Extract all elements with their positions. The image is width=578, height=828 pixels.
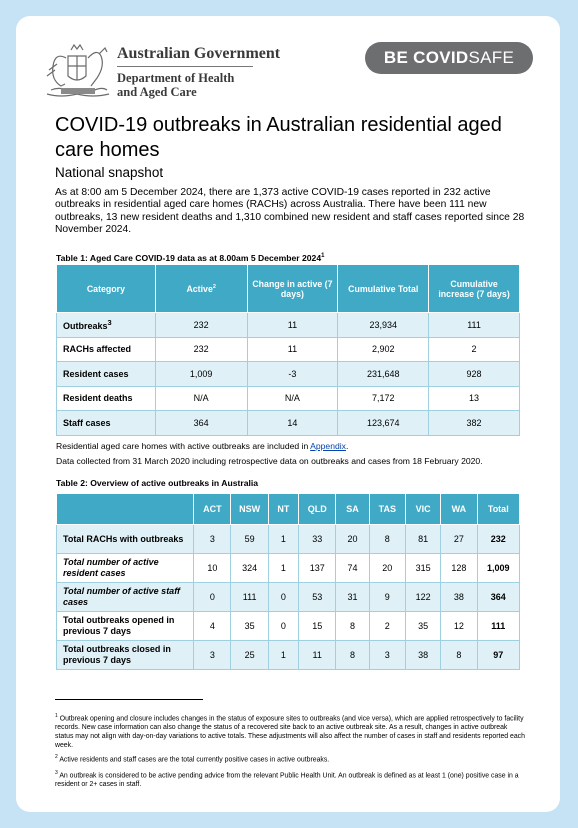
- cell-sa: 8: [336, 612, 369, 641]
- table2-header-nt: NT: [268, 494, 298, 525]
- government-name: Australian Government: [117, 45, 281, 62]
- row-label: [57, 313, 156, 338]
- appendix-note: [56, 441, 348, 451]
- table1-caption-sup: 1: [321, 253, 325, 260]
- cell-increase: 928: [429, 362, 520, 387]
- footnote-text: An outbreak is considered to be active pending advice from the relevant Public Health Unit. An outbreak is defined as at least 1 (one) positive case in a resident or 2+ cases in staff.: [55, 771, 519, 788]
- footnote-number: 2: [55, 754, 58, 761]
- cell-cumulative: 231,648: [338, 362, 429, 387]
- table2-header-nsw: NSW: [231, 494, 268, 525]
- table2-header-total: Total: [477, 494, 519, 525]
- footnote: [55, 769, 525, 790]
- cell-total: 232: [477, 525, 519, 554]
- appendix-note-text: Residential aged care homes with active outbreaks are included in: [56, 441, 311, 451]
- cell-wa: 128: [441, 554, 477, 583]
- cell-wa: 27: [441, 525, 477, 554]
- footnote: [55, 712, 525, 750]
- cell-tas: 9: [369, 583, 405, 612]
- appendix-note-end: .: [345, 441, 349, 451]
- cell-sa: 8: [336, 641, 369, 670]
- cell-nsw: 324: [231, 554, 268, 583]
- cell-increase: 111: [429, 313, 520, 338]
- table2-caption: Table 2: Overview of active outbreaks in Australia: [56, 478, 259, 488]
- table2-header-act: ACT: [194, 494, 231, 525]
- data-collection-note: Data collected from 31 March 2020 including retrospective data on outbreaks and cases from 18 February 2020.: [56, 456, 483, 466]
- cell-total: 364: [477, 583, 519, 612]
- table1-header-row: [57, 265, 520, 313]
- cell-nt: 0: [268, 612, 298, 641]
- cell-wa: 12: [441, 612, 477, 641]
- cell-cumulative: 23,934: [338, 313, 429, 338]
- cell-total: 97: [477, 641, 519, 670]
- cell-wa: 38: [441, 583, 477, 612]
- row-label: Total number of active staff cases: [57, 583, 194, 612]
- be-covidsafe-badge: [365, 42, 533, 74]
- table-row: [57, 641, 520, 670]
- table1-header-cumulative: Cumulative Total: [338, 265, 429, 313]
- row-label: Resident deaths: [57, 386, 156, 411]
- cell-vic: 35: [405, 612, 440, 641]
- cell-cumulative: 2,902: [338, 337, 429, 362]
- cell-total: 1,009: [477, 554, 519, 583]
- row-label: RACHs affected: [57, 337, 156, 362]
- cell-active: N/A: [155, 386, 247, 411]
- cell-nsw: 111: [231, 583, 268, 612]
- table1-header-active-sup: 2: [212, 283, 216, 290]
- row-label: Resident cases: [57, 362, 156, 387]
- cell-change: -3: [247, 362, 338, 387]
- table-row: [57, 313, 520, 338]
- cell-sa: 20: [336, 525, 369, 554]
- table2-header-sa: SA: [336, 494, 369, 525]
- table2-header-qld: QLD: [299, 494, 336, 525]
- cell-active: 232: [155, 313, 247, 338]
- footnote-number: 3: [55, 769, 58, 776]
- cell-increase: 13: [429, 386, 520, 411]
- cell-nsw: 59: [231, 525, 268, 554]
- table-row: [57, 583, 520, 612]
- table-row: [57, 337, 520, 362]
- coat-of-arms-icon: [41, 36, 113, 102]
- table2-header-blank: [57, 494, 194, 525]
- appendix-link[interactable]: Appendix: [310, 441, 346, 451]
- row-label-text: Outbreaks: [63, 321, 108, 332]
- table2-header-vic: VIC: [405, 494, 440, 525]
- cell-tas: 2: [369, 612, 405, 641]
- cell-qld: 15: [299, 612, 336, 641]
- row-label: Staff cases: [57, 411, 156, 436]
- government-branding: [117, 45, 280, 99]
- row-label: Total number of active resident cases: [57, 554, 194, 583]
- table-row: [57, 612, 520, 641]
- intro-paragraph: As at 8:00 am 5 December 2024, there are 1,373 active COVID-19 cases reported in 232 active outbreaks in residential aged care homes (RACHs) across Australia. There have been 111 new outbreaks, 13 new resident deaths and 1,310 combined new resident and staff cases reported since 28 November 2024.: [55, 187, 525, 235]
- cell-act: 3: [194, 641, 231, 670]
- report-page: [16, 16, 560, 812]
- active-outbreaks-table: [56, 493, 520, 670]
- branding-divider: [117, 66, 253, 67]
- cell-act: 4: [194, 612, 231, 641]
- table-row: [57, 525, 520, 554]
- cell-nt: 1: [268, 641, 298, 670]
- footnotes: [55, 712, 525, 792]
- cell-active: 364: [155, 411, 247, 436]
- aged-care-data-table: [56, 264, 520, 436]
- footnote-text: Active residents and staff cases are the total currently positive cases in active outbreaks.: [59, 756, 330, 764]
- table-row: [57, 554, 520, 583]
- cell-tas: 20: [369, 554, 405, 583]
- cell-increase: 2: [429, 337, 520, 362]
- footnote-text: Outbreak opening and closure includes changes in the status of exposure sites to outbreaks (and vice versa), which are applied retrospectively to facility records. New case information can also change the status of a recovered site back to an active outbreak site. As a result, changes in active outbreak status may not align with day-on-day variations to active totals. These adjustments will also affect the number of cases in staff and residents reported each week.: [55, 715, 525, 749]
- department-line-1: Department of Health: [117, 71, 235, 85]
- cell-vic: 315: [405, 554, 440, 583]
- cell-sa: 31: [336, 583, 369, 612]
- table1-header-category: Category: [57, 265, 156, 313]
- page-title: COVID-19 outbreaks in Australian residential aged care homes: [55, 114, 502, 161]
- cell-sa: 74: [336, 554, 369, 583]
- row-label: Total RACHs with outbreaks: [57, 525, 194, 554]
- cell-change: 11: [247, 337, 338, 362]
- cell-qld: 33: [299, 525, 336, 554]
- table1-header-increase: Cumulative increase (7 days): [429, 265, 520, 313]
- cell-vic: 81: [405, 525, 440, 554]
- table1-caption-text: Table 1: Aged Care COVID-19 data as at 8.00am 5 December 2024: [56, 253, 322, 263]
- cell-active: 232: [155, 337, 247, 362]
- table-row: [57, 362, 520, 387]
- cell-tas: 8: [369, 525, 405, 554]
- footnote-number: 1: [55, 713, 58, 719]
- cell-total: 111: [477, 612, 519, 641]
- table1-header-active-text: Active: [186, 283, 213, 294]
- cell-qld: 137: [299, 554, 336, 583]
- cell-change: N/A: [247, 386, 338, 411]
- cell-cumulative: 7,172: [338, 386, 429, 411]
- badge-rest-text: SAFE: [468, 48, 515, 67]
- cell-change: 14: [247, 411, 338, 436]
- table1-header-change: Change in active (7 days): [247, 265, 338, 313]
- table-row: [57, 386, 520, 411]
- cell-nsw: 25: [231, 641, 268, 670]
- table1-caption: [56, 253, 324, 263]
- footnote-divider: [55, 699, 203, 700]
- cell-act: 3: [194, 525, 231, 554]
- cell-qld: 53: [299, 583, 336, 612]
- row-label: Total outbreaks opened in previous 7 days: [57, 612, 194, 641]
- cell-increase: 382: [429, 411, 520, 436]
- cell-vic: 38: [405, 641, 440, 670]
- cell-act: 10: [194, 554, 231, 583]
- badge-bold-text: BE COVID: [383, 48, 469, 67]
- table1-header-active: [155, 265, 247, 313]
- row-label: Total outbreaks closed in previous 7 days: [57, 641, 194, 670]
- cell-nt: 1: [268, 554, 298, 583]
- table2-header-tas: TAS: [369, 494, 405, 525]
- cell-change: 11: [247, 313, 338, 338]
- table2-header-row: [57, 494, 520, 525]
- cell-active: 1,009: [155, 362, 247, 387]
- department-line-2: and Aged Care: [117, 85, 197, 99]
- cell-qld: 11: [299, 641, 336, 670]
- cell-wa: 8: [441, 641, 477, 670]
- cell-vic: 122: [405, 583, 440, 612]
- cell-cumulative: 123,674: [338, 411, 429, 436]
- footnote: [55, 753, 525, 765]
- table-row: [57, 411, 520, 436]
- cell-act: 0: [194, 583, 231, 612]
- cell-nsw: 35: [231, 612, 268, 641]
- cell-nt: 0: [268, 583, 298, 612]
- cell-nt: 1: [268, 525, 298, 554]
- cell-tas: 3: [369, 641, 405, 670]
- table2-header-wa: WA: [441, 494, 477, 525]
- row-label-sup: 3: [107, 318, 112, 328]
- page-subtitle: National snapshot: [55, 165, 164, 180]
